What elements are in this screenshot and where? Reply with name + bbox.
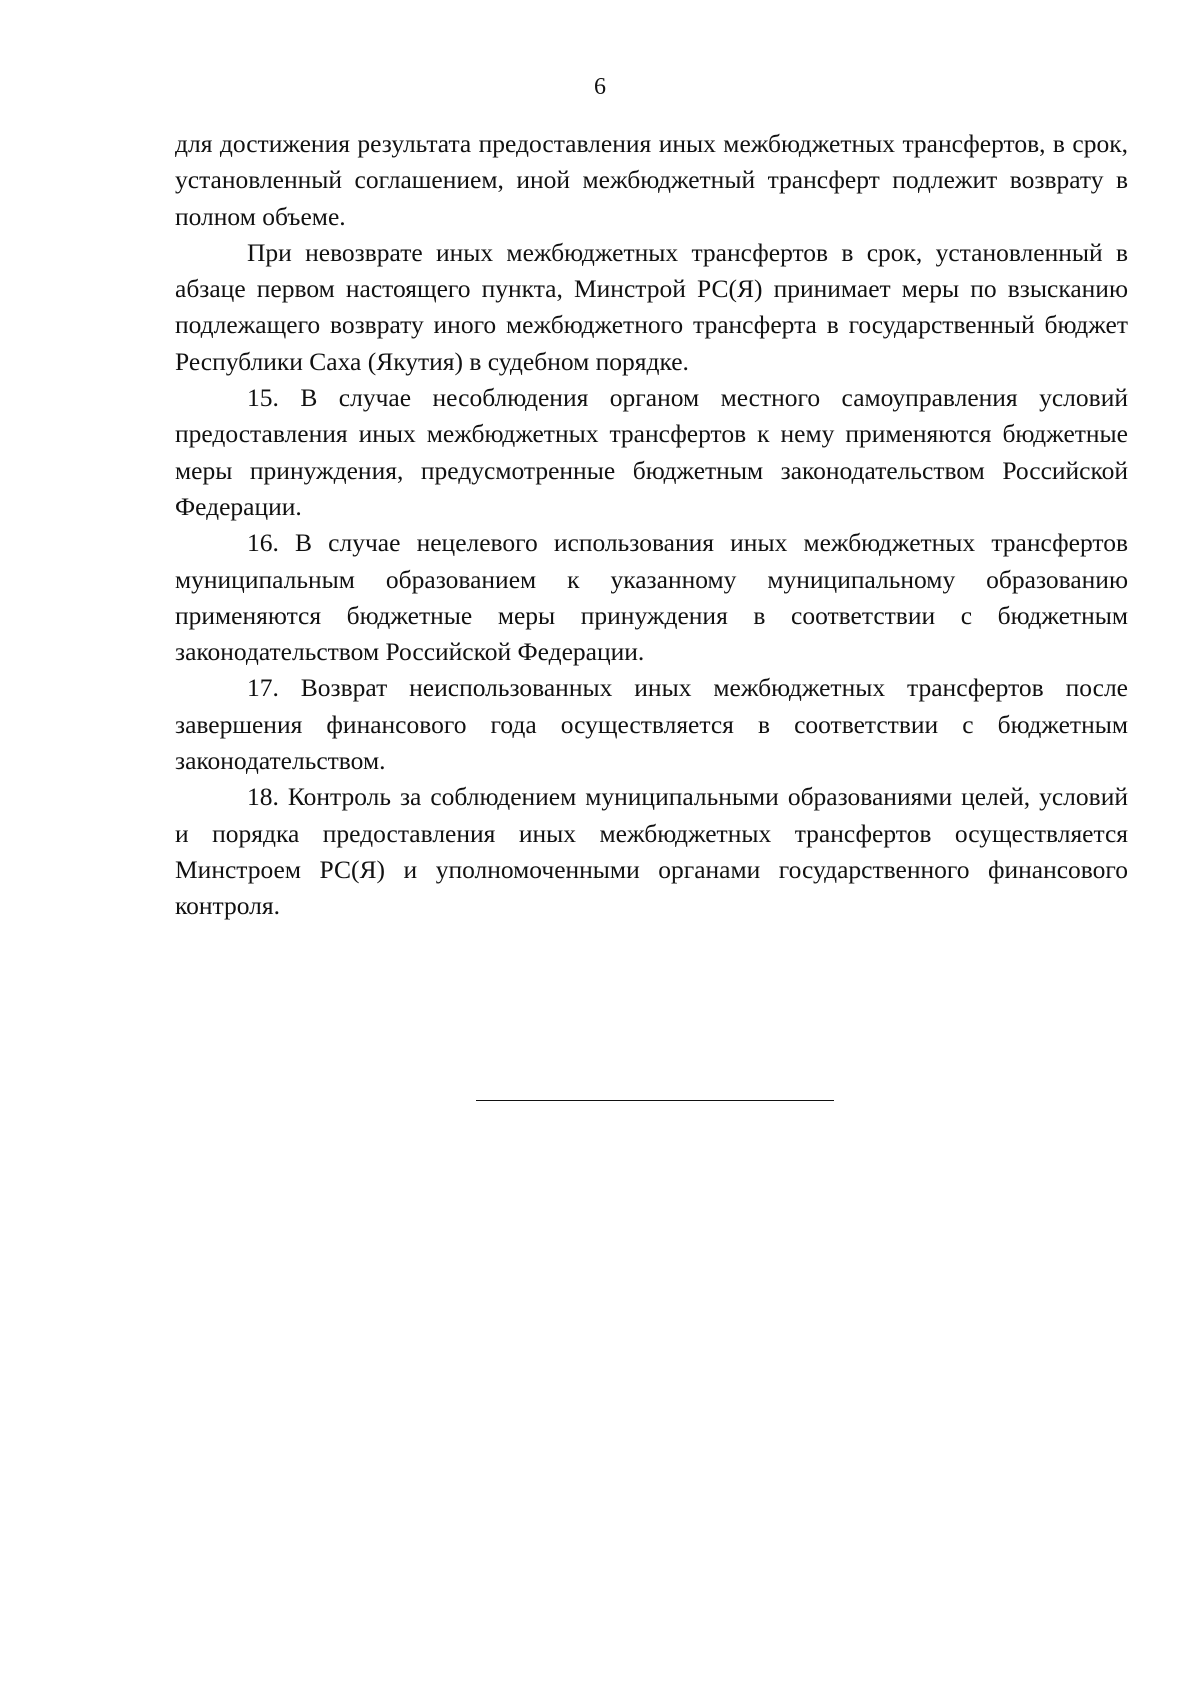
paragraph-item-18: 18. Контроль за соблюдением муниципальными образованиями целей, условий и порядка предоставления иных межбюджетных трансфертов осуществляется Минстроем РС(Я) и уполномоченными органами государственного финансового контроля. — [175, 782, 1128, 921]
paragraph-item-17: 17. Возврат неиспользованных иных межбюджетных трансфертов после завершения финансового года осуществляется в соответствии с бюджетным законодательством. — [175, 673, 1128, 776]
paragraph-non-return: При невозврате иных межбюджетных трансфертов в срок, установленный в абзаце первом настоящего пункта, Минстрой РС(Я) принимает меры по взысканию подлежащего возврату иного межбюджетного трансферта в государственный бюджет Республики Саха (Якутия) в судебном порядке. — [175, 237, 1128, 376]
page-number: 6 — [594, 74, 606, 100]
paragraph-item-16: 16. В случае нецелевого использования иных межбюджетных трансфертов муниципальным образованием к указанному муниципальному образованию применяются бюджетные меры принуждения в соответствии с бюджетным законодательством Российской Федерации. — [175, 528, 1128, 667]
document-body — [175, 126, 1128, 925]
end-separator-line — [476, 1100, 834, 1101]
paragraph-continuation: для достижения результата предоставления иных межбюджетных трансфертов, в срок, установленный соглашением, иной межбюджетный трансферт подлежит возврату в полном объеме. — [175, 129, 1128, 231]
paragraph-item-15: 15. В случае несоблюдения органом местного самоуправления условий предоставления иных межбюджетных трансфертов к нему применяются бюджетные меры принуждения, предусмотренные бюджетным законодательством Российской Федерации. — [175, 383, 1128, 521]
